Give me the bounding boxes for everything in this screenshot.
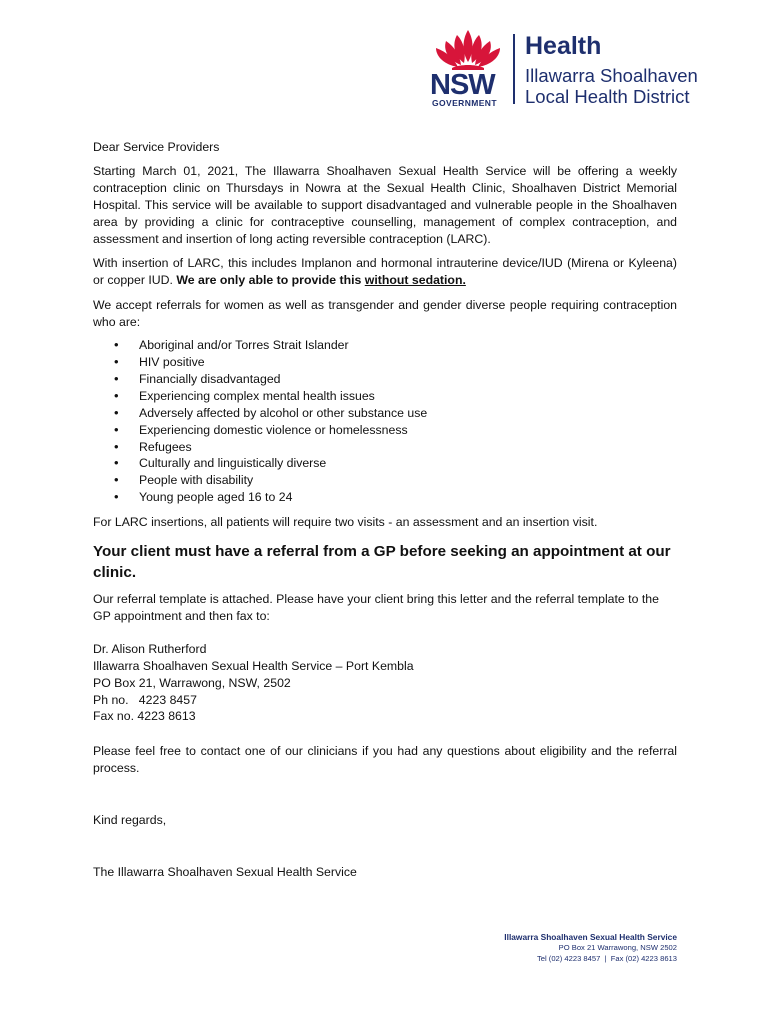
nsw-wordmark: NSW — [430, 69, 495, 101]
sedation-note: We are only able to provide this — [176, 273, 365, 288]
footer-title: Illawarra Shoalhaven Sexual Health Service — [504, 932, 677, 942]
list-item: • Refugees — [114, 439, 677, 456]
larc-visits-paragraph: For LARC insertions, all patients will require two visits - an assessment and an insertion visit. — [93, 515, 598, 530]
larc-text: With insertion of LARC, this includes Implanon and hormonal intrauterine device/IUD (Mirena or Kyleena) or copper IUD. — [93, 256, 677, 288]
logo-divider — [513, 34, 515, 104]
list-item: • Experiencing domestic violence or homelessness — [114, 422, 677, 439]
list-item: • People with disability — [114, 472, 677, 489]
contact-phone: Ph no. 4223 8457 — [93, 692, 197, 707]
logo-health-title: Health — [525, 32, 602, 60]
list-item: • Aboriginal and/or Torres Strait Islander — [114, 337, 677, 354]
list-item: • Culturally and linguistically diverse — [114, 455, 677, 472]
logo-district-line2: Local Health District — [525, 86, 690, 107]
logo-district-line1: Illawarra Shoalhaven — [525, 65, 698, 86]
closing: Kind regards, — [93, 813, 167, 828]
waratah-flower-icon — [428, 28, 508, 70]
list-item: • Experiencing complex mental health issues — [114, 388, 677, 405]
signature: The Illawarra Shoalhaven Sexual Health Service — [93, 865, 357, 880]
letter-body — [93, 139, 677, 881]
contact-po-box: PO Box 21, Warrawong, NSW, 2502 — [93, 675, 291, 690]
list-item: • Adversely affected by alcohol or other substance use — [114, 405, 677, 422]
referral-eligibility-paragraph: We accept referrals for women as well as transgender and gender diverse people requiring contraception who are: — [93, 298, 677, 330]
contact-address-block — [93, 641, 677, 726]
footer-address: PO Box 21 Warrawong, NSW 2502 — [558, 943, 677, 952]
intro-paragraph: Starting March 01, 2021, The Illawarra Shoalhaven Sexual Health Service will be offering a weekly contraception clinic on Thursdays in Nowra at the Sexual Health Clinic, Shoalhaven District Memorial Hospital. This service will be available to support disadvantaged and vulnerable people in the Shoalhaven area by providing a clinic for contraceptive counselling, management of complex contraception, and assessment and insertion of long acting reversible contraception (LARC). — [93, 163, 677, 246]
salutation: Dear Service Providers — [93, 140, 220, 154]
contact-fax: Fax no. 4223 8613 — [93, 709, 196, 724]
eligibility-list — [93, 337, 677, 506]
gp-referral-heading: Your client must have a referral from a GP before seeking an appointment at our clinic. — [93, 543, 671, 582]
contact-clinicians-paragraph: Please feel free to contact one of our clinicians if you had any questions about eligibility and the referral process. — [93, 744, 677, 776]
list-item: • Young people aged 16 to 24 — [114, 489, 677, 506]
footer — [504, 932, 677, 964]
nsw-health-logo — [428, 28, 728, 110]
referral-template-paragraph: Our referral template is attached. Please have your client bring this letter and the referral template to the GP appointment and then fax to: — [93, 592, 659, 623]
government-wordmark: GOVERNMENT — [432, 98, 497, 108]
larc-paragraph — [93, 255, 677, 289]
contact-service: Illawarra Shoalhaven Sexual Health Service – Port Kembla — [93, 658, 414, 673]
footer-contact: Tel (02) 4223 8457 | Fax (02) 4223 8613 — [536, 953, 677, 963]
list-item: • Financially disadvantaged — [114, 371, 677, 388]
contact-name: Dr. Alison Rutherford — [93, 641, 207, 656]
list-item: • HIV positive — [114, 354, 677, 371]
sedation-note-underlined: without sedation. — [364, 273, 466, 288]
